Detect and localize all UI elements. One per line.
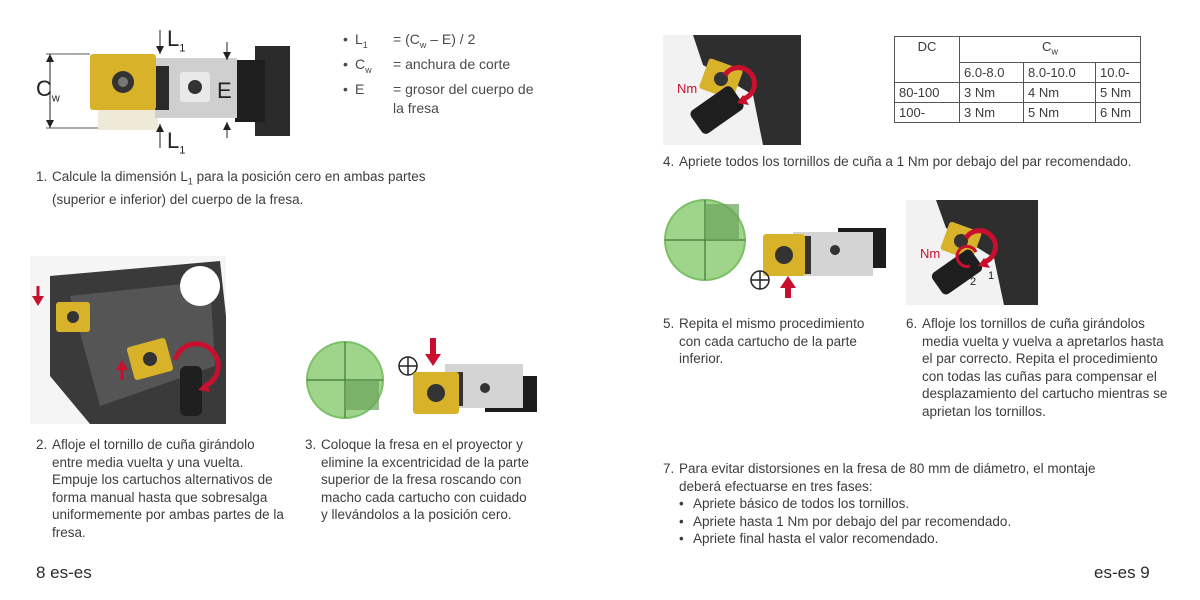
table-col: 8.0-10.0 <box>1024 62 1096 82</box>
legend-item-l1: • $L_1$ = $(C_w - E) / 2$ <box>343 31 476 50</box>
step-7: 7. Para evitar distorsiones en la fresa de 80 mm de diámetro, el montaje deberá efectuarse en tres fases: • Apriete básico de todos los tornillos. • Apriete hasta 1 Nm por debajo del par recomendado. • Apriete final hasta el valor recomendado. <box>663 460 1133 548</box>
page-number-left: 8 es-es <box>36 563 92 582</box>
e-label: E <box>217 78 232 103</box>
step-7-intro: Para evitar distorsiones en la fresa de 80 mm de diámetro, el montaje deberá efectuarse en tres fases: <box>679 461 1096 494</box>
step-6: 6. Afloje los tornillos de cuña girándolos media vuelta y vuelva a apretarlos hasta el par correcto. Repita el procedimiento con todas las cuñas para compensar el desplazamiento del cartucho mientras se aprietan los tornillos. <box>906 316 1168 419</box>
torque-wrench-photo-2 <box>906 200 1038 305</box>
nm-label-2: Nm <box>920 246 941 261</box>
step-7-bullets <box>679 495 1133 548</box>
cartridge-dimension-diagram <box>30 20 300 160</box>
list-item: • Apriete básico de todos los tornillos. <box>679 496 910 511</box>
step-2: 2. Afloje el tornillo de cuña girándolo entre media vuelta y una vuelta. Empuje los cartuchos alternativos de forma manual hasta que sobresalga uniformemente por ambas partes de la fresa. <box>36 437 284 540</box>
step-4: 4. Apriete todos los tornillos de cuña a 1 Nm por debajo del par recomendado. <box>663 154 1132 169</box>
legend-item-e: • E = grosor del cuerpo de la fresa <box>343 80 534 116</box>
step-5: 5. Repita el mismo procedimiento con cada cartucho de la parte inferior. <box>663 316 865 366</box>
table-header-cw: $C_w$ <box>960 37 1141 63</box>
l1-top-label: $L_1$ <box>167 26 186 55</box>
l1-bottom-label: $L_1$ <box>167 128 186 157</box>
projector-lower-cartridge-photo <box>663 198 888 298</box>
step-1: 1. Calcule la dimensión $L_1$ para la posición cero en ambas partes (superior e inferior) del cuerpo de la fresa. <box>36 169 426 208</box>
nm-label-1: Nm <box>677 81 698 96</box>
page-number-right: es-es 9 <box>1094 563 1150 582</box>
table-col: 6.0-8.0 <box>960 62 1024 82</box>
step-label-2: 2 <box>970 276 977 288</box>
list-item: • Apriete final hasta el valor recomendado. <box>679 531 939 546</box>
list-item: • Apriete hasta 1 Nm por debajo del par recomendado. <box>679 513 1012 529</box>
table-header-dc: DC <box>895 37 960 83</box>
legend-item-cw: • $C_w$ = anchura de corte <box>343 55 511 75</box>
table-row: 100- 3 Nm 5 Nm 6 Nm <box>895 102 1141 122</box>
step-label-1: 1 <box>988 270 995 282</box>
projector-zero-position-photo <box>305 338 540 428</box>
step-3: 3. Coloque la fresa en el proyector y elimine la excentricidad de la parte superior de la fresa roscando con macho cada cartucho con cuidado y llevándolos a la posición cero. <box>305 437 529 522</box>
torque-wrench-photo-1 <box>663 35 801 145</box>
torque-table <box>894 36 1141 123</box>
loosen-wedge-photo <box>30 256 226 424</box>
cw-label: $C_w$ <box>36 76 60 105</box>
table-col: 10.0- <box>1096 62 1141 82</box>
table-row: 80-100 3 Nm 4 Nm 5 Nm <box>895 82 1141 102</box>
dimension-legend <box>343 30 543 118</box>
